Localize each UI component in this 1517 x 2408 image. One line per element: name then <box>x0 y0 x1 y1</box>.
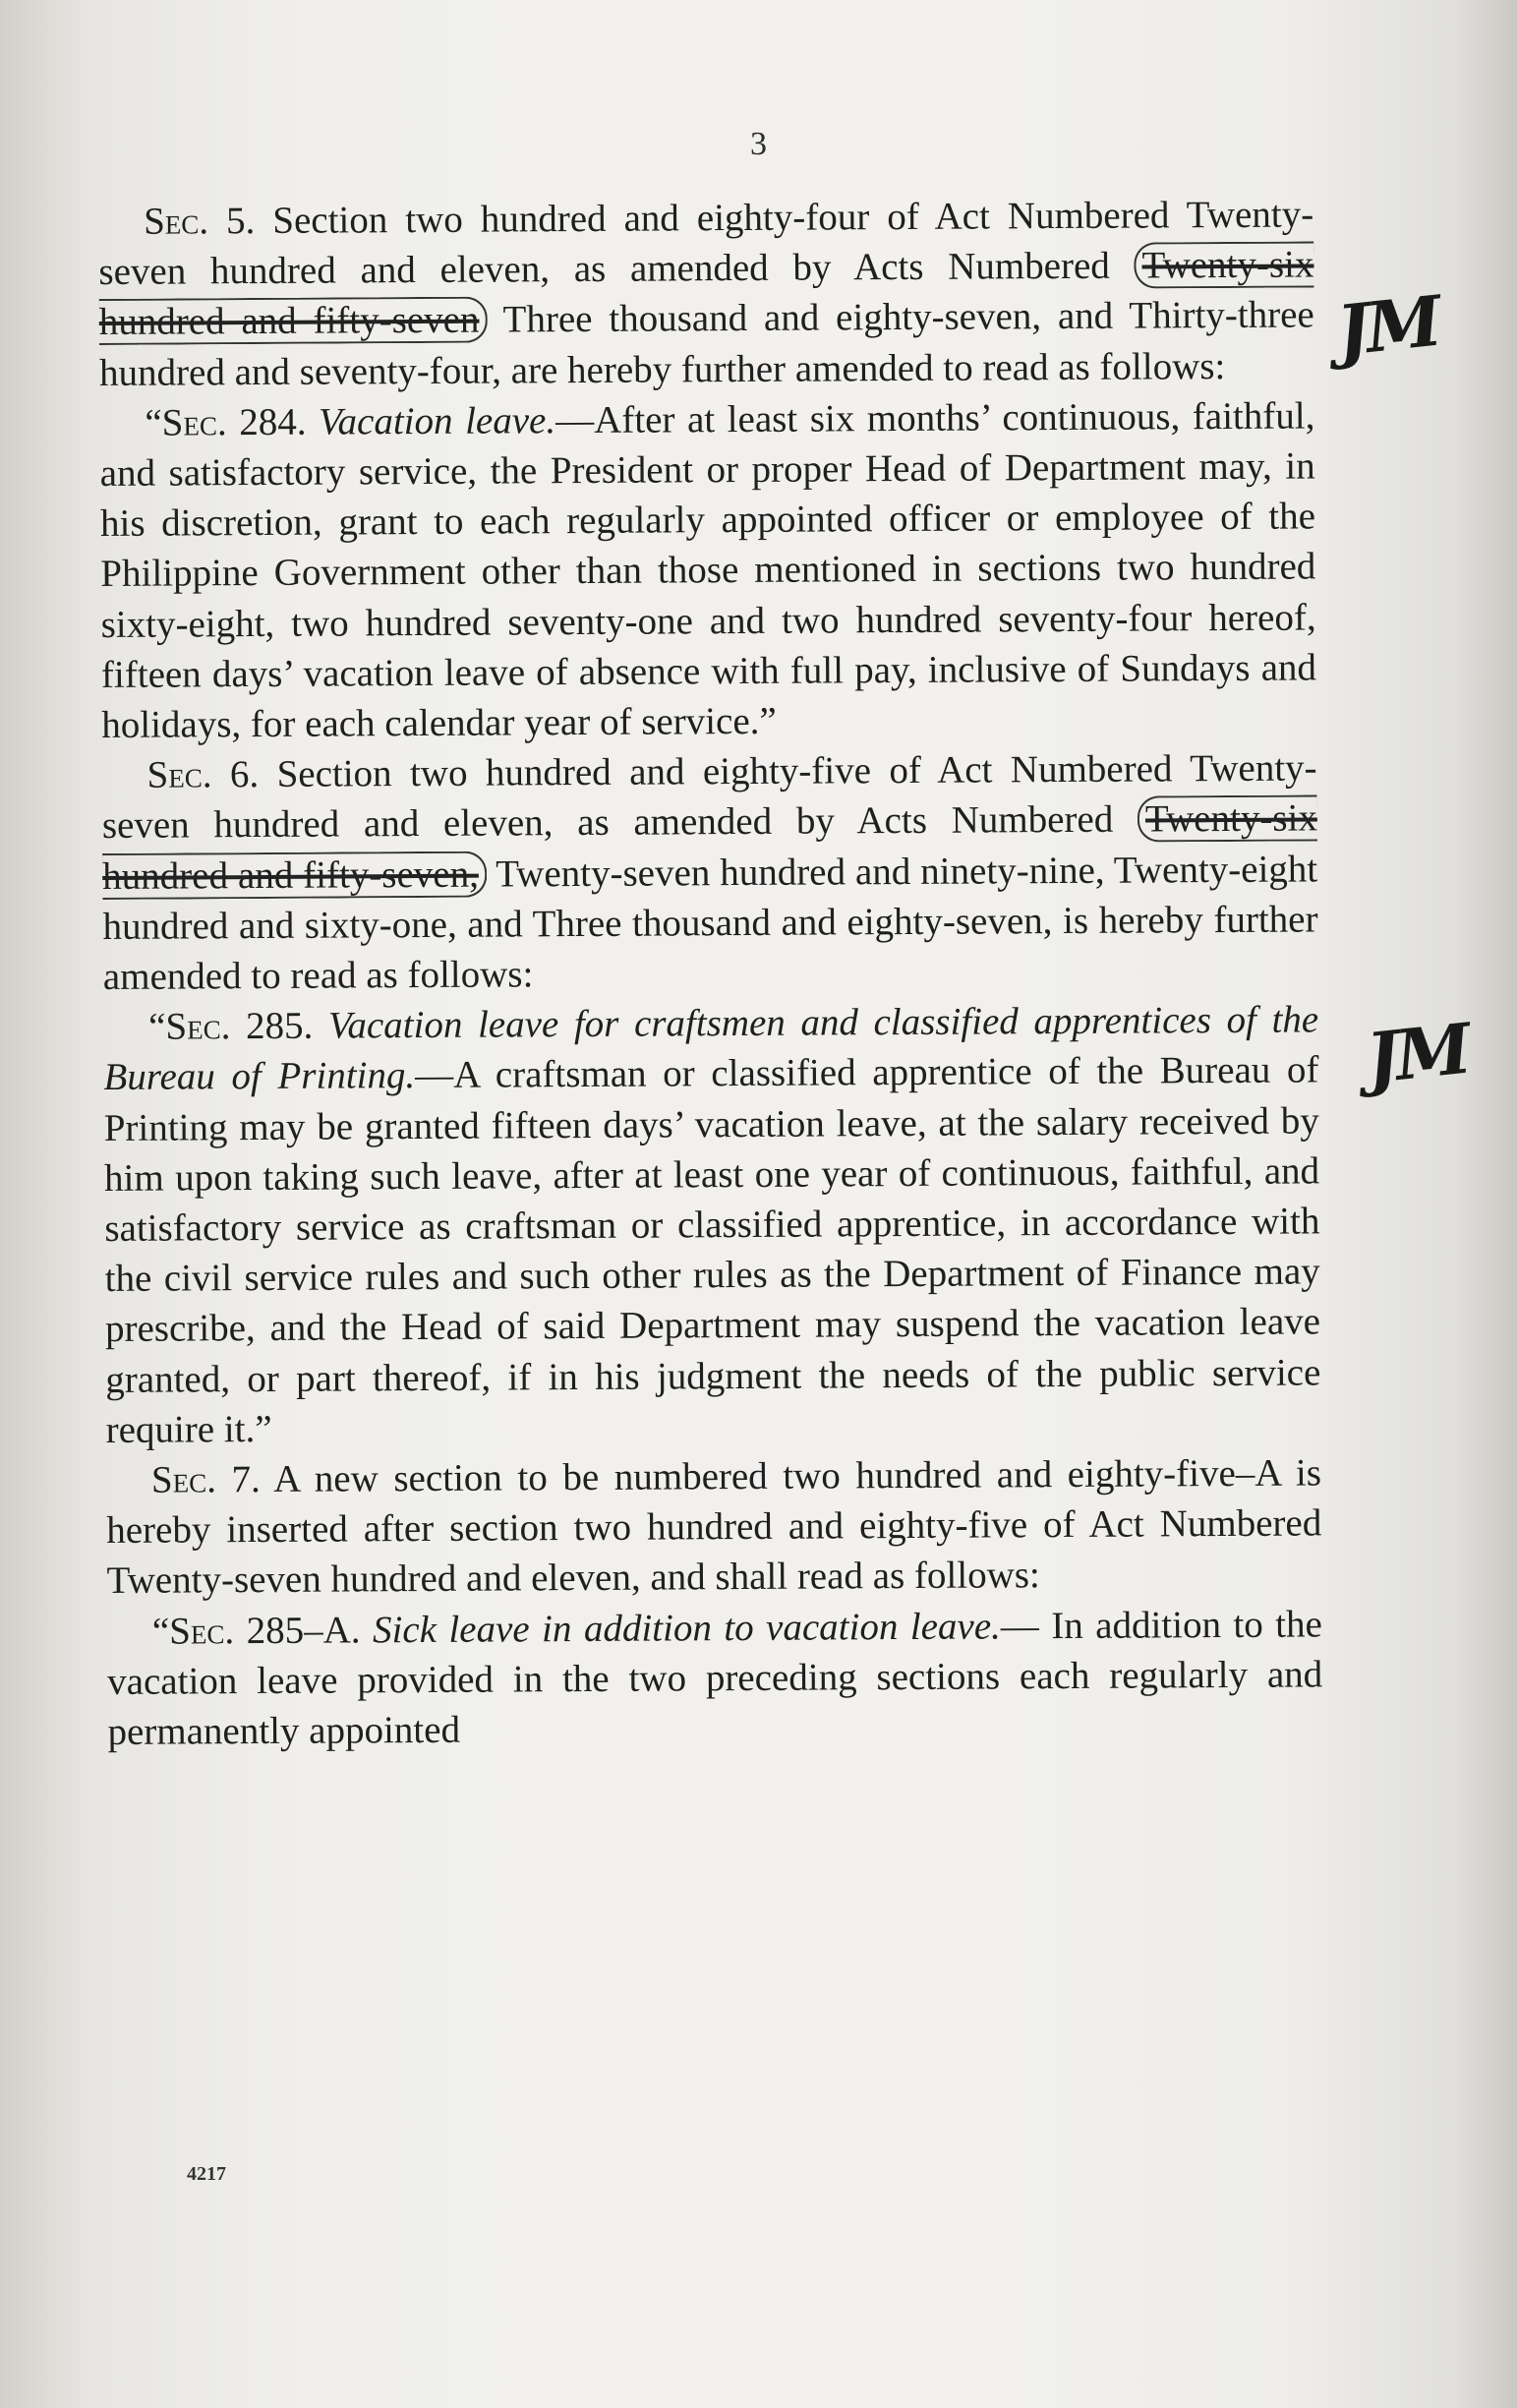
section-5-text-end: Three thousand and eighty-seven, and Thirty-three hundred and seventy-four, are hereby further amended to read as follows: <box>98 293 1314 394</box>
sec-label: Sec. <box>165 1005 231 1048</box>
sec-label: Sec. <box>146 753 212 796</box>
sec-label: Sec. <box>161 401 227 444</box>
sec-label: Sec. <box>169 1609 235 1653</box>
struck-through-text: Twenty-six hundred and fifty-seven <box>98 243 1314 344</box>
section-284-heading: Vacation leave. <box>318 398 556 443</box>
section-6-text-start: 6. Section two hundred and eighty-five of Act Numbered Twenty-seven hundred and eleven, as amended by Acts Numbered <box>101 746 1317 848</box>
section-285a-paragraph <box>107 1599 1323 1757</box>
handwritten-initials-annotation: JM <box>1332 279 1442 373</box>
section-284-number: 284. <box>226 400 320 444</box>
section-285-paragraph <box>103 995 1321 1455</box>
section-5-paragraph <box>98 189 1314 397</box>
section-5-text-start: 5. Section two hundred and eighty-four of Act Numbered Twenty-seven hundred and eleven, as amended by Acts Numbered <box>98 193 1314 294</box>
section-285a-body: — In addition to the vacation leave provided in the two preceding sections each regularly and permanently appointed <box>107 1603 1323 1754</box>
page-number: 3 <box>750 126 767 162</box>
section-6-paragraph <box>101 743 1318 1003</box>
section-6-text-end: Twenty-seven hundred and ninety-nine, Twenty-eight hundred and sixty-one, and Three thousand and eighty-seven, is hereby further amended to read as follows: <box>102 848 1318 999</box>
section-285a-heading: Sick leave in addition to vacation leave. <box>372 1605 1001 1652</box>
sec-label: Sec. <box>150 1458 217 1501</box>
section-285-number: 285. <box>230 1004 329 1048</box>
section-284-body: —After at least six months’ continuous, faithful, and satisfactory service, the President or proper Head of Department may, in his discretion, grant to each regularly appointed officer or employee of the Philippine Government other than those mentioned in sections two hundred sixty-eight, two hundred seventy-one and two hundred seventy-four hereof, fifteen days’ vacation leave of absence with full pay, inclusive of Sundays and holidays, for each calendar year of service.” <box>99 394 1317 747</box>
open-quote: “ <box>151 1610 170 1653</box>
section-284-paragraph <box>99 390 1316 750</box>
open-quote: “ <box>148 1005 166 1048</box>
section-7-text: 7. A new section to be numbered two hundred and eighty-five–A is hereby inserted after section two hundred and eighty-five of Act Numbered Twenty-seven hundred and eleven, and shall read as follows: <box>106 1451 1322 1603</box>
body-text <box>98 189 1323 1757</box>
section-285-heading: Vacation leave for craftsmen and classified apprentices of the Bureau of Printing. <box>103 998 1319 1099</box>
open-quote: “ <box>145 401 162 444</box>
struck-through-text: Twenty-six hundred and fifty-seven, <box>102 796 1318 898</box>
section-285a-number: 285–A. <box>234 1609 374 1652</box>
section-285-body: —A craftsman or classified apprentice of the Bureau of Printing may be granted fifteen days’ vacation leave, at the salary received by him upon taking such leave, after at least one year of continuous, faithful, and satisfactory service as craftsman or classified apprentice, in accordance with the civil service rules and such other rules as the Department of Finance may prescribe, and the Head of said Department may suspend the vacation leave granted, or part thereof, if in his judgment the needs of the public service require it.” <box>103 1048 1321 1451</box>
section-7-paragraph <box>106 1448 1322 1607</box>
sec-label: Sec. <box>144 200 209 243</box>
printer-code: 4217 <box>187 2163 226 2185</box>
handwritten-initials-annotation: JM <box>1362 1007 1472 1100</box>
